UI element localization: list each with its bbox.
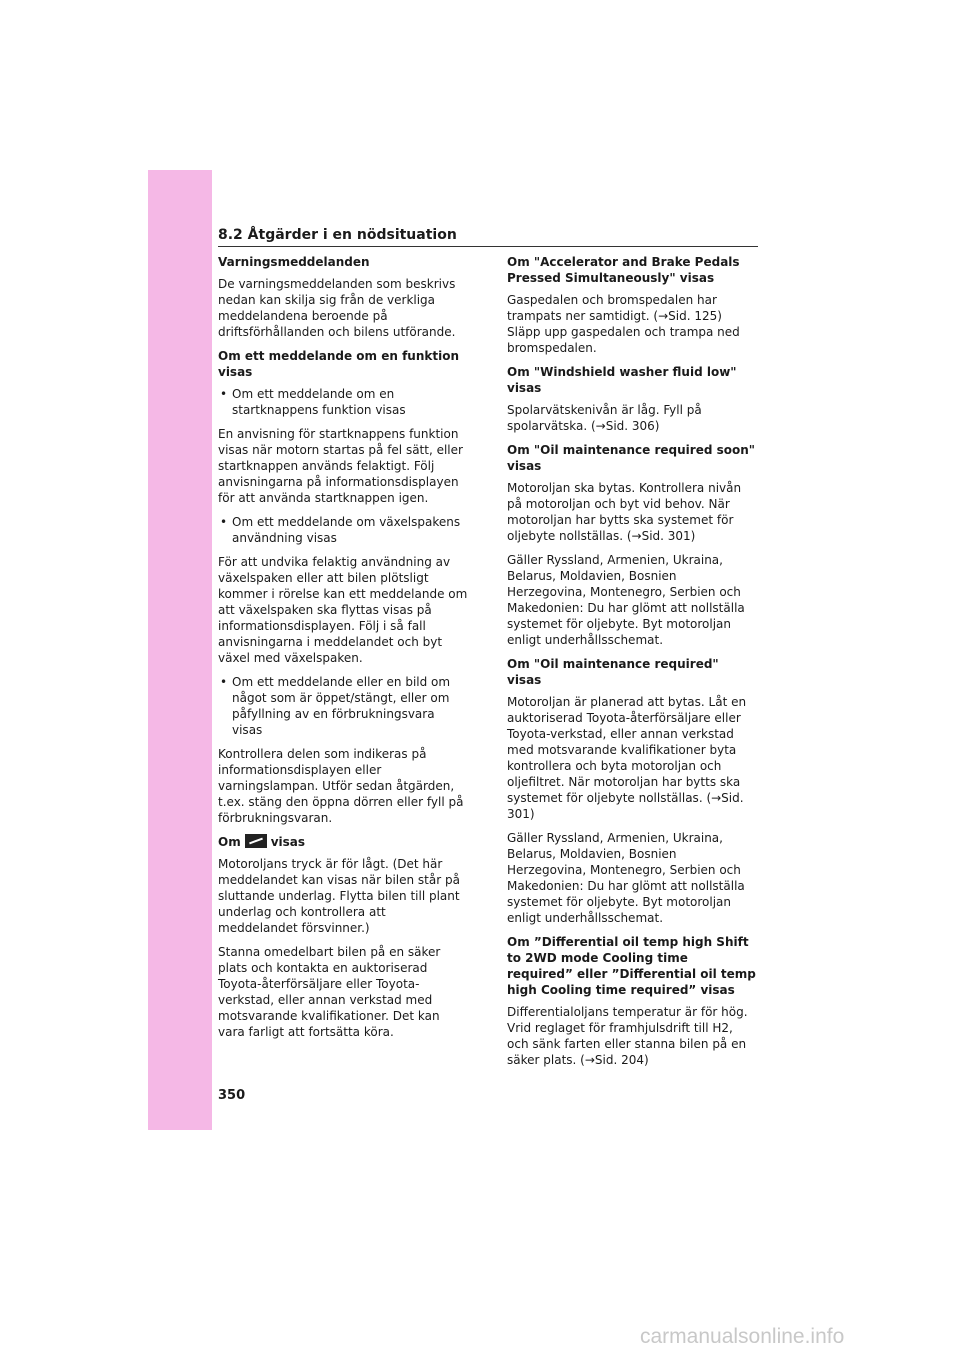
chapter-side-tab — [148, 170, 212, 1130]
paragraph: Gaspedalen och bromspedalen har trampats ner samtidigt. (→Sid. 125) Släpp upp gaspedalen och trampa ned bromspedalen. — [507, 293, 740, 355]
heading-washer-fluid: Om "Windshield washer fluid low" visas — [507, 365, 737, 395]
paragraph: Gäller Ryssland, Armenien, Ukraina, Belarus, Moldavien, Bosnien Herzegovina, Montenegro, Serbien och Makedonien: Du har glömt att nollställa systemet för oljebyte. Byt motoroljan enligt underhållsschemat. — [507, 553, 745, 647]
section-title: 8.2 Åtgärder i en nödsituation — [218, 227, 457, 243]
right-column — [507, 254, 757, 1076]
paragraph: Stanna omedelbart bilen på en säker plats och kontakta en auktoriserad Toyota-återförsäljare eller Toyota-verkstad, eller annan verkstad med motsvarande kvalifikationer. Det kan vara farligt att fortsätta köra. — [218, 945, 441, 1039]
paragraph: Motoroljans tryck är för lågt. (Det här meddelandet kan visas när bilen står på sluttande underlag. Flytta bilen till plant underlag och kontrollera att meddelandet försvinner.) — [218, 857, 460, 935]
heading-accelerator-brake: Om "Accelerator and Brake Pedals Pressed Simultaneously" visas — [507, 255, 740, 285]
paragraph: Spolarvätskenivån är låg. Fyll på spolarvätska. (→Sid. 306) — [507, 403, 702, 433]
bullet-oppet-stangt: • Om ett meddelande eller en bild om något som är öppet/stängt, eller om påfyllning av en förbrukningsvara visas — [218, 674, 468, 738]
paragraph: Kontrollera delen som indikeras på informationsdisplayen eller varningslampan. Utför sedan åtgärden, t.ex. stäng den öppna dörren eller fyll på förbrukningsvaran. — [218, 747, 464, 825]
paragraph: En anvisning för startknappens funktion visas när motorn startas på fel sätt, eller startknappen används felaktigt. Följ anvisningarna på informationsdisplayen för att använda startknappen igen. — [218, 427, 463, 505]
heading-oil-maintenance-soon: Om "Oil maintenance required soon" visas — [507, 443, 756, 473]
bullet-vaxelspak: • Om ett meddelande om växelspakens användning visas — [218, 514, 468, 546]
heading-differential-oil: Om ”Differential oil temp high Shift to 2WD mode Cooling time required” eller ”Differential oil temp high Cooling time required” visas — [507, 935, 756, 997]
page-header — [218, 224, 758, 247]
paragraph: Motoroljan ska bytas. Kontrollera nivån på motoroljan och byt vid behov. När motoroljan har bytts ska systemet för oljebyte nollställas. (→Sid. 301) — [507, 481, 742, 543]
page-number: 350 — [218, 1088, 246, 1103]
heading-suffix: visas — [270, 835, 306, 849]
paragraph: De varningsmeddelanden som beskrivs nedan kan skilja sig från de verkliga meddelandena beroende på driftsförhållanden och bilens utförande. — [218, 277, 456, 339]
paragraph: Motoroljan är planerad att bytas. Låt en auktoriserad Toyota-återförsäljare eller Toyota-verkstad, eller annan verkstad med motsvarande kvalifikationer byta kontrollera och byta motoroljan och oljefiltret. När motoroljan har bytts ska systemet för oljebyte nollställas. (→Sid. 301) — [507, 695, 747, 821]
heading-oil-pressure — [218, 834, 468, 850]
heading-oil-maintenance-required: Om "Oil maintenance required" visas — [507, 657, 719, 687]
paragraph: Differentialoljans temperatur är för hög. Vrid reglaget för framhjulsdrift till H2, och sänk farten eller stanna bilen på en säker plats. (→Sid. 204) — [507, 1005, 748, 1067]
paragraph: För att undvika felaktig användning av växelspaken eller att bilen plötsligt kommer i rörelse kan ett meddelande om att växelspaken ska flyttas visas på informationsdisplayen. Följ i så fall anvisningarna i meddelandet och byt växel med växelspaken. — [218, 555, 468, 665]
heading-varningsmeddelanden: Varningsmeddelanden — [218, 255, 370, 269]
heading-prefix: Om — [218, 835, 241, 849]
left-column — [218, 254, 468, 1048]
oil-pressure-icon — [245, 834, 267, 848]
heading-funktion-meddelande: Om ett meddelande om en funktion visas — [218, 349, 460, 379]
bullet-startknapp: • Om ett meddelande om en startknappens funktion visas — [218, 386, 468, 418]
paragraph: Gäller Ryssland, Armenien, Ukraina, Belarus, Moldavien, Bosnien Herzegovina, Montenegro, Serbien och Makedonien: Du har glömt att nollställa systemet för oljebyte. Byt motoroljan enligt underhållsschemat. — [507, 831, 745, 925]
watermark: carmanualsonline.info — [640, 1325, 845, 1348]
